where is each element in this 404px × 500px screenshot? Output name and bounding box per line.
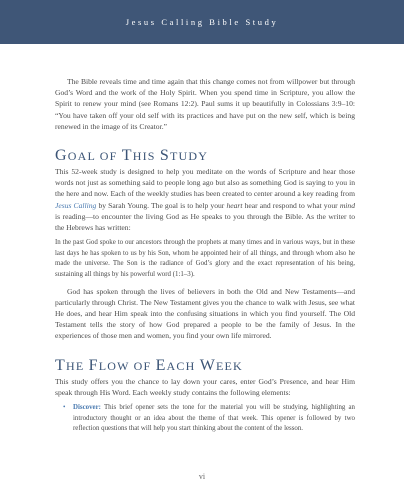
goal-heading: GOAL OF THIS STUDY [55,147,209,165]
intro-paragraph: The Bible reveals time and time again that this change comes not from willpower but through God’s Word and the work of the Holy Spirit. When you spend time in Scripture, you allow the Spirit to renew your mind (see Romans 12:2). Paul sums it up beautifully in Colossians 3:9–10: “You have taken off your old self with its practices and have put on the new self, which is being renewed in the image of its Creator.” [55,77,355,131]
page-body [55,76,355,435]
discover-term: Discover: [73,404,101,412]
goal-paragraph-2: God has spoken through the lives of believers in both the Old and New Testaments—and particularly through Christ. The New Testament gives you the chance to walk with Jesus, see what He does, and hear Him speak into the confusing situations in which you find yourself. The Old Testament tells the story of how God prepared a people to be the family of Jesus. In the experiences of those men and women, you find your own life mirrored. [55,286,355,341]
list-item: • Discover: This brief opener sets the tone for the material you will be studying, highlighting an introductory thought or an idea about the theme of that week. This opener is followed by two reflection questions that will help you start thinking about the content of the lesson. [63,403,355,433]
flow-heading: THE FLOW OF EACH WEEK [55,356,243,374]
goal-paragraph: This 52-week study is designed to help you meditate on the words of Scripture and hear those words not just as something said to people long ago but also as something God is saying to you in the here and now. Each of the weekly studies has been created to center around a key reading from Jesus Calling by Sarah Young. The goal is to help your heart hear and respond to what your mind is reading—to encounter the living God as He speaks to you through the Bible. As the writer to the Hebrews has written: [55,167,355,233]
running-header-title: Jesus Calling Bible Study [125,17,279,27]
flow-paragraph: This study offers you the chance to lay down your cares, enter God’s Presence, and hear Him speak through His Word. Each weekly study contains the following elements: [55,376,355,397]
hebrews-quote: In the past God spoke to our ancestors through the prophets at many times and in various ways, but in these last days he has spoken to us by his Son, whom he appointed heir of all things, and through whom also he made the universe. The Son is the radiance of God’s glory and the exact representation of his being, sustaining all things by his powerful word (1:1–3). [55,239,355,279]
book-title-link: Jesus Calling [55,200,97,210]
elements-list [55,403,355,435]
page-number: vi [198,472,206,481]
bullet-icon: • [63,403,66,412]
running-header [0,0,404,44]
